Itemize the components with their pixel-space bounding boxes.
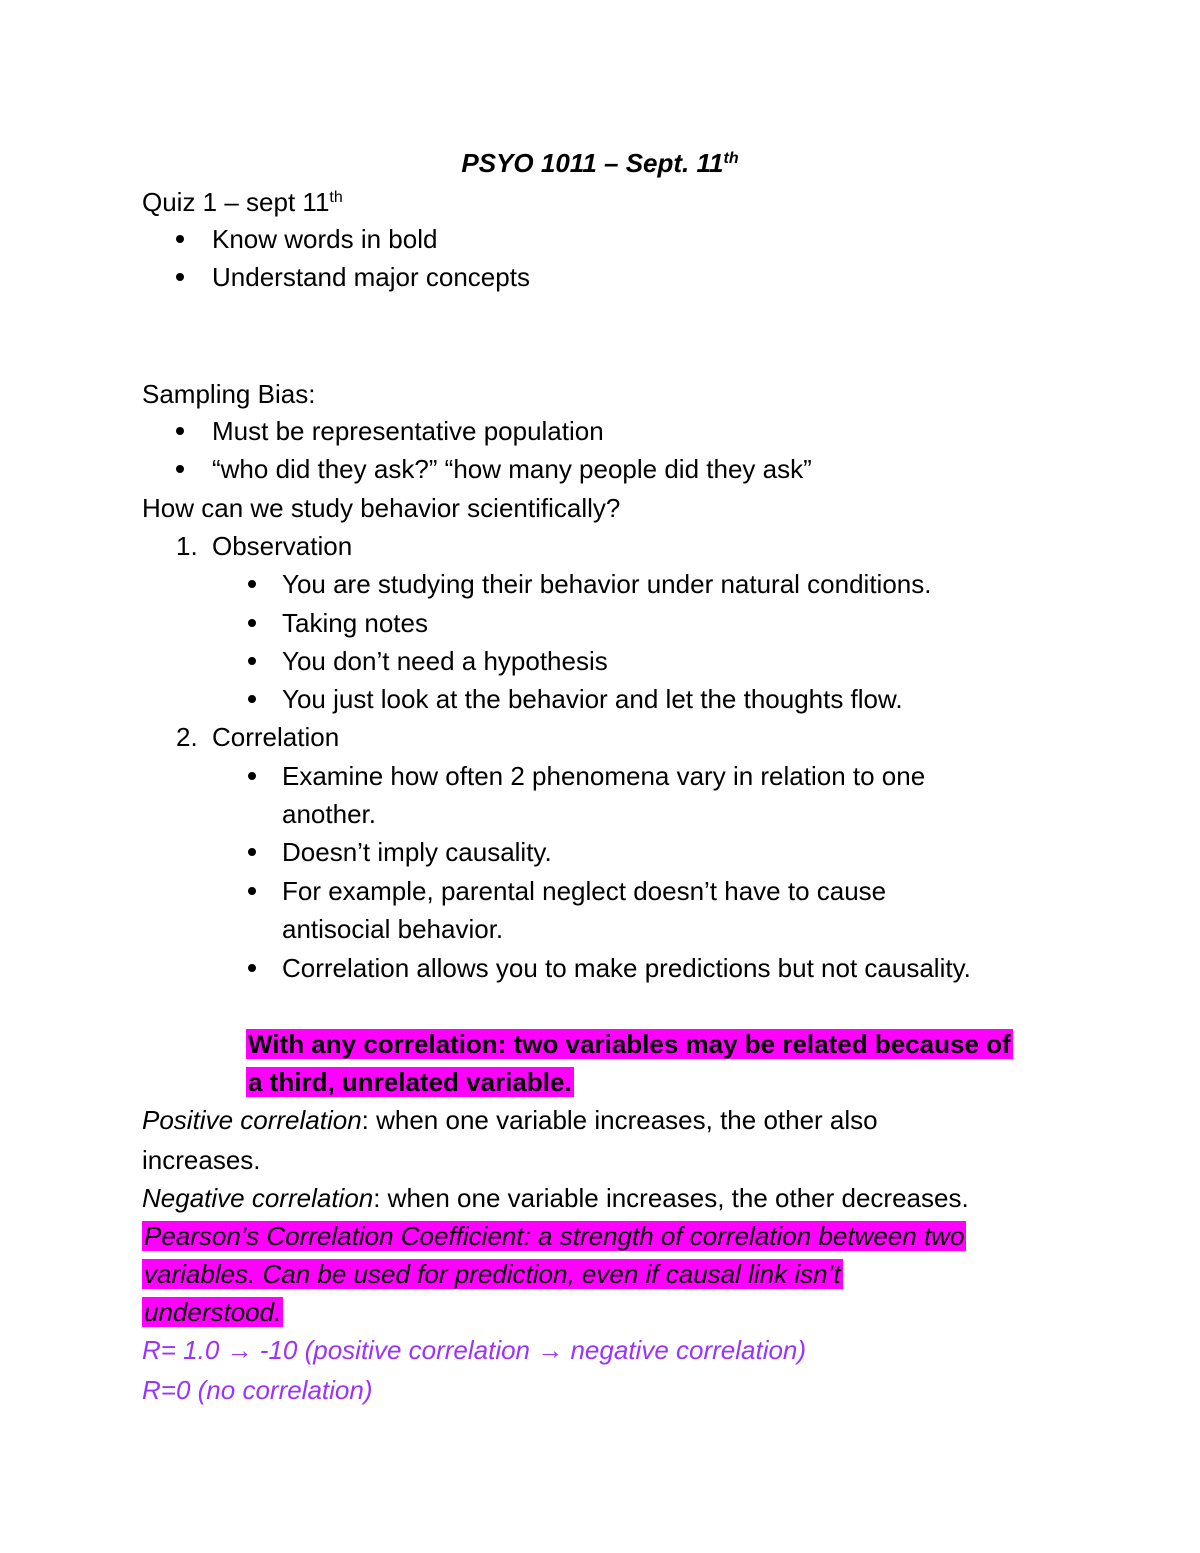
list-item-continuation: antisocial behavior. — [282, 914, 504, 944]
r-range-line: R= 1.0 → -10 (positive correlation → negative correlation) — [142, 1335, 807, 1365]
quiz-heading: Quiz 1 – sept 11th — [142, 187, 343, 217]
list-number: 2. — [176, 722, 198, 752]
positive-correlation-continuation: increases. — [142, 1145, 261, 1175]
list-item: Doesn’t imply causality. — [282, 837, 552, 867]
list-item: Taking notes — [282, 608, 428, 638]
page-title: PSYO 1011 – Sept. 11th — [461, 148, 739, 178]
bullet-icon — [176, 273, 184, 281]
bullet-icon — [248, 887, 256, 895]
list-item: Examine how often 2 phenomena vary in relation to one — [282, 761, 926, 791]
pearson-definition-line: understood. — [144, 1297, 282, 1327]
list-item: Correlation allows you to make predictions but not causality. — [282, 953, 971, 983]
sampling-heading: Sampling Bias: — [142, 379, 316, 409]
positive-correlation-definition: Positive correlation: when one variable increases, the other also — [142, 1105, 878, 1135]
list-item: “who did they ask?” “how many people did they ask” — [212, 454, 812, 484]
highlight-note-line: With any correlation: two variables may be related because of — [248, 1029, 1011, 1059]
r-zero-line: R=0 (no correlation) — [142, 1375, 373, 1405]
list-item: You are studying their behavior under natural conditions. — [282, 569, 932, 599]
bullet-icon — [176, 465, 184, 473]
bullet-icon — [248, 580, 256, 588]
bullet-icon — [248, 964, 256, 972]
bullet-icon — [176, 427, 184, 435]
bullet-icon — [248, 619, 256, 627]
pearson-definition-line: Pearson’s Correlation Coefficient: a strength of correlation between two — [144, 1221, 965, 1251]
bullet-icon — [248, 848, 256, 856]
study-heading: How can we study behavior scientifically? — [142, 493, 621, 523]
list-number: 1. — [176, 531, 198, 561]
bullet-icon — [248, 657, 256, 665]
negative-correlation-definition: Negative correlation: when one variable increases, the other decreases. — [142, 1183, 969, 1213]
list-item: Must be representative population — [212, 416, 604, 446]
observation-label: Observation — [212, 531, 353, 561]
bullet-icon — [176, 235, 184, 243]
list-item: You don’t need a hypothesis — [282, 646, 608, 676]
correlation-label: Correlation — [212, 722, 340, 752]
list-item: You just look at the behavior and let the thoughts flow. — [282, 684, 903, 714]
list-item: Understand major concepts — [212, 262, 530, 292]
highlight-note-line: a third, unrelated variable. — [248, 1067, 572, 1097]
list-item: For example, parental neglect doesn’t have to cause — [282, 876, 887, 906]
arrow-right-icon: → — [226, 1335, 253, 1365]
bullet-icon — [248, 695, 256, 703]
list-item-continuation: another. — [282, 799, 376, 829]
bullet-icon — [248, 772, 256, 780]
pearson-definition-line: variables. Can be used for prediction, even if causal link isn’t — [144, 1259, 841, 1289]
arrow-right-icon: → — [537, 1335, 564, 1365]
list-item: Know words in bold — [212, 224, 438, 254]
